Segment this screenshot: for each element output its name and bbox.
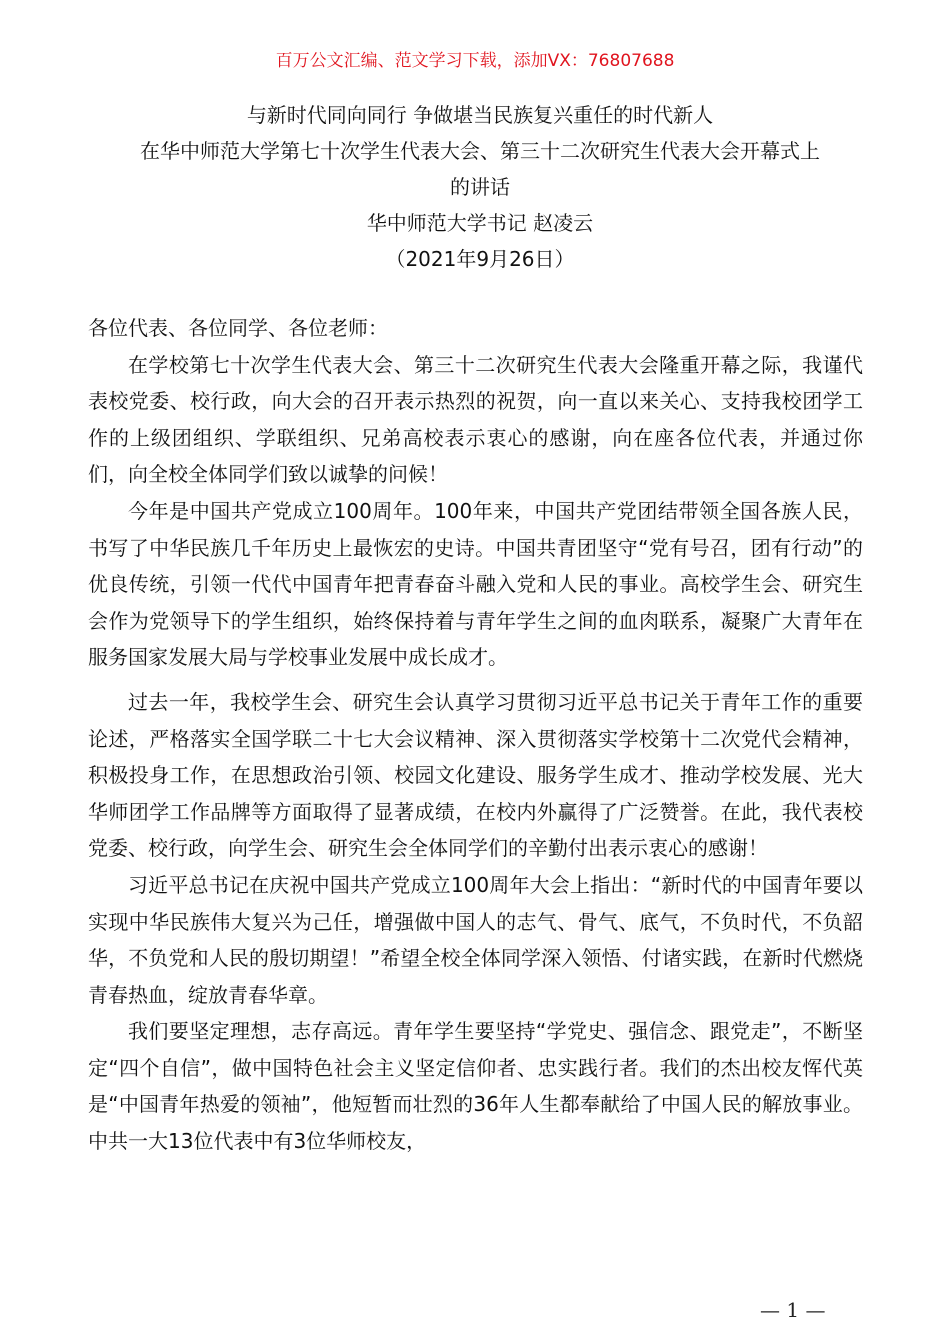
document-body [88,310,863,1160]
document-subtitle-line-1: 在华中师范大学第七十次学生代表大会、第三十二次研究生代表大会开幕式上 [140,139,820,163]
paragraph-4: 习近平总书记在庆祝中国共产党成立100周年大会上指出：“新时代的中国青年要以实现中华民族伟大复兴为己任，增强做中国人的志气、骨气、底气，不负时代，不负韶华，不负党和人民的殷切期望！”希望全校全体同学深入领悟、付诸实践，在新时代燃烧青春热血，绽放青春华章。 [88,872,863,1007]
document-author: 华中师范大学书记 赵凌云 [366,211,594,235]
document-subtitle-line-2: 的讲话 [450,175,510,199]
paragraph-3: 过去一年，我校学生会、研究生会认真学习贯彻习近平总书记关于青年工作的重要论述，严格落实全国学联二十七大会议精神、深入贯彻落实学校第十二次党代会精神，积极投身工作，在思想政治引领、校园文化建设、服务学生成才、推动学校发展、光大华师团学工作品牌等方面取得了显著成绩，在校内外赢得了广泛赞誉。在此，我代表校党委、校行政，向学生会、研究生会全体同学们的辛勤付出表示衷心的感谢！ [88,689,863,861]
paragraph-5: 我们要坚定理想，志存高远。青年学生要坚持“学党史、强信念、跟党走”，不断坚定“四个自信”，做中国特色社会主义坚定信仰者、忠实践行者。我们的杰出校友恽代英是“中国青年热爱的领袖”，他短暂而壮烈的36年人生都奉献给了中国人民的解放事业。中共一大13位代表中有3位华师校友， [88,1019,863,1154]
page-number: — 1 — [760,1298,826,1322]
paragraph-2: 今年是中国共产党成立100周年。100年来，中国共产党团结带领全国各族人民，书写了中华民族几千年历史上最恢宏的史诗。中国共青团坚守“党有号召，团有行动”的优良传统，引领一代代中国青年把青春奋斗融入党和人民的事业。高校学生会、研究生会作为党领导下的学生组织，始终保持着与青年学生之间的血肉联系，凝聚广大青年在服务国家发展大局与学校事业发展中成长成才。 [88,498,863,670]
watermark-banner: 百万公文汇编、范文学习下载，添加VX：76807688 [275,51,675,71]
paragraph-1: 在学校第七十次学生代表大会、第三十二次研究生代表大会隆重开幕之际，我谨代表校党委、校行政，向大会的召开表示热烈的祝贺，向一直以来关心、支持我校团学工作的上级团组织、学联组织、兄弟高校表示衷心的感谢，向在座各位代表，并通过你们，向全校全体同学们致以诚挚的问候！ [88,352,863,487]
document-date: （2021年9月26日） [385,247,575,271]
document-header [80,97,880,277]
document-title: 与新时代同向同行 争做堪当民族复兴重任的时代新人 [246,103,714,127]
salutation: 各位代表、各位同学、各位老师： [88,316,388,340]
